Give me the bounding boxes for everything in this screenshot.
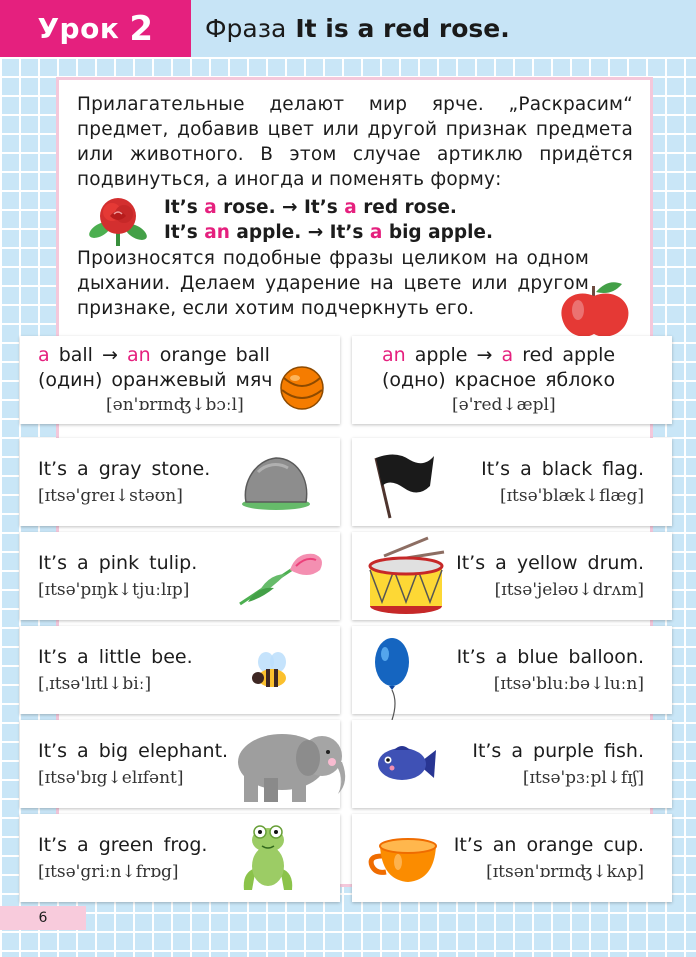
- card-black-flag: It’s a black flag. [ɪtsə'blæk↓flæg]: [352, 438, 672, 526]
- ball-icon: [278, 364, 326, 412]
- rose-icon: [86, 192, 150, 248]
- example-phrases: [164, 195, 493, 245]
- fish-icon: [374, 742, 438, 786]
- top-card-ball-transcription: [ən'ɒrɪnʤ↓bɔːl]: [106, 395, 244, 415]
- frog-icon: [238, 824, 298, 894]
- lesson-title: [191, 0, 696, 57]
- apple-icon: [556, 278, 632, 342]
- card-big-elephant: It’s a big elephant. [ɪtsə'bɪg↓elɪfənt]: [20, 720, 340, 808]
- card-yellow-drum: It’s a yellow drum. [ɪtsə'jeləʊ↓drʌm]: [352, 532, 672, 620]
- bee-icon: [246, 650, 296, 694]
- balloon-icon: [372, 636, 412, 722]
- title-prefix: Фраза: [205, 14, 287, 43]
- title-phrase: It is a red rose.: [295, 14, 510, 43]
- lesson-number: 2: [129, 8, 154, 49]
- elephant-icon: [234, 722, 358, 806]
- card-purple-fish: It’s a purple fish. [ɪtsə'pɜːpl↓fɪʃ]: [352, 720, 672, 808]
- top-card-ball-translation: (один) оранжевый мяч: [38, 369, 273, 391]
- lesson-badge: [0, 0, 191, 57]
- top-card-apple-transcription: [ə'red↓æpl]: [452, 395, 556, 415]
- example-row-1: It’s a rose. → It’s a red rose.: [164, 197, 457, 218]
- intro-paragraph-2: Произносятся подобные фразы целиком на одном дыхании. Делаем ударение на цвете или другом признаке, если хотим подчеркнуть его.: [77, 248, 589, 319]
- top-card-ball: [20, 336, 340, 424]
- top-card-ball-phrase: a ball → an orange ball: [38, 344, 270, 366]
- card-green-frog: It’s a green frog. [ɪtsə'griːn↓frɒg]: [20, 814, 340, 902]
- flag-icon: [368, 448, 438, 520]
- page-header: [0, 0, 696, 57]
- lesson-label: Урок: [37, 12, 120, 45]
- card-little-bee: It’s a little bee. [ˌɪtsə'lɪtl↓biː]: [20, 626, 340, 714]
- card-orange-cup: It’s an orange cup. [ɪtsən'ɒrɪnʤ↓kʌp]: [352, 814, 672, 902]
- top-card-apple: [352, 336, 672, 424]
- intro-paragraph-1: Прилагательные делают мир ярче. „Раскрасим“ предмет, добавив цвет или другой признак предмета или животного. В этом случае артиклю придётся подвинуться, а иногда и поменять форму:: [77, 94, 633, 190]
- top-card-apple-phrase: an apple → a red apple: [382, 344, 616, 366]
- card-pink-tulip: It’s a pink tulip. [ɪtsə'pɪŋk↓tjuːlɪp]: [20, 532, 340, 620]
- page-number: 6: [0, 906, 86, 930]
- tulip-icon: [236, 544, 336, 608]
- cup-icon: [368, 832, 440, 886]
- card-blue-balloon: It’s a blue balloon. [ɪtsə'bluːbə↓luːn]: [352, 626, 672, 714]
- drum-icon: [364, 536, 448, 616]
- top-card-apple-translation: (одно) красное яблоко: [382, 369, 616, 391]
- stone-icon: [238, 452, 314, 512]
- example-row-2: It’s an apple. → It’s a big apple.: [164, 222, 493, 243]
- card-gray-stone: It’s a gray stone. [ɪtsə'greɪ↓stəʊn]: [20, 438, 340, 526]
